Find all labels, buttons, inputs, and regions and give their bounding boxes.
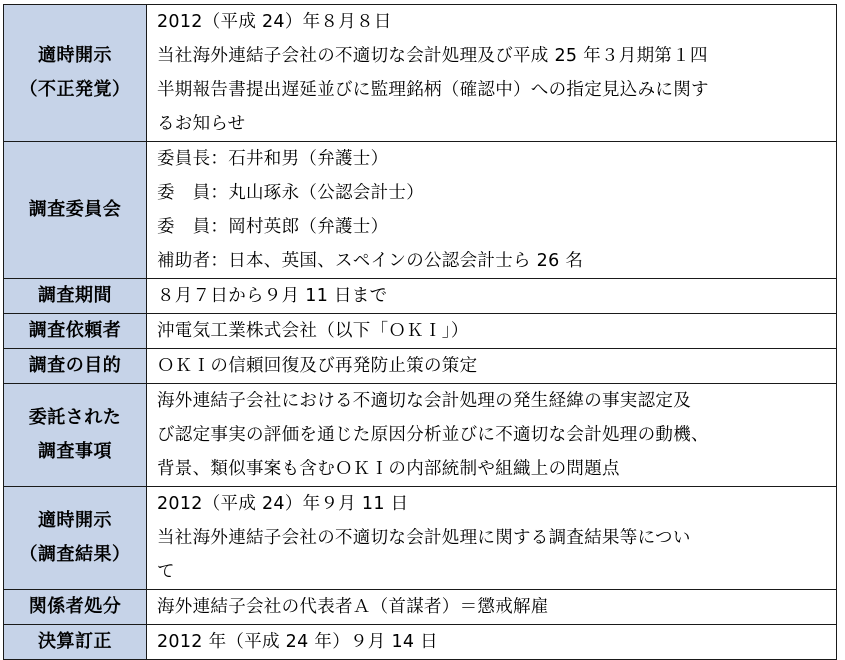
- row-value-line: 委 員：岡村英郎（弁護士）: [157, 217, 389, 237]
- row-label: 決算訂正: [38, 631, 112, 652]
- table-row-requesting-party: [4, 314, 837, 349]
- row-value-line: ＯＫＩの信頼回復及び再発防止策の策定: [157, 356, 478, 376]
- row-value-cell: [147, 314, 837, 349]
- row-label: 調査依頼者: [28, 320, 122, 341]
- row-value-line: 海外連結子会社における不適切な会計処理の発生経緯の事実認定及: [157, 391, 691, 411]
- row-value-line: 海外連結子会社の代表者Ａ（首謀者）＝懲戒解雇: [157, 597, 549, 617]
- row-label-cell: [4, 279, 147, 314]
- row-label-cell: [4, 487, 147, 590]
- row-value-cell: [147, 142, 837, 279]
- row-value-line: て: [157, 562, 175, 582]
- table-row-timely-disclosure-discovery: [4, 5, 837, 142]
- row-value-cell: [147, 487, 837, 590]
- row-value-line: 沖電気工業株式会社（以下「ＯＫＩ」）: [157, 321, 469, 341]
- row-label: （調査結果）: [19, 544, 131, 565]
- table-row-commissioned-matters: [4, 384, 837, 487]
- row-value-line: ８月７日から９月 11 日まで: [157, 286, 388, 306]
- row-label: 適時開示: [38, 45, 112, 66]
- table-row-investigation-purpose: [4, 349, 837, 384]
- row-value-cell: [147, 349, 837, 384]
- row-value-line: るお知らせ: [157, 114, 246, 134]
- row-label-cell: [4, 349, 147, 384]
- row-label-cell: [4, 142, 147, 279]
- row-value-cell: [147, 279, 837, 314]
- incident-summary-table: [3, 4, 837, 660]
- row-value-line: 2012（平成 24）年９月 11 日: [157, 494, 409, 514]
- row-value-line: 委員長：石井和男（弁護士）: [157, 149, 389, 169]
- table-row-investigation-committee: [4, 142, 837, 279]
- row-label-cell: [4, 384, 147, 487]
- row-value-line: 補助者：日本、英国、スペインの公認会計士ら 26 名: [157, 251, 584, 271]
- row-value-line: 当社海外連結子会社の不適切な会計処理及び平成 25 年３月期第１四: [157, 46, 708, 66]
- row-label: 委託された: [28, 407, 122, 428]
- row-value-line: 2012 年（平成 24 年）９月 14 日: [157, 632, 438, 652]
- row-label: （不正発覚）: [19, 79, 131, 100]
- row-value-line: 委 員：丸山琢永（公認会計士）: [157, 183, 424, 203]
- table-row-personnel-sanctions: [4, 590, 837, 625]
- row-label: 調査委員会: [28, 199, 122, 220]
- row-label-cell: [4, 5, 147, 142]
- row-value-line: 2012（平成 24）年８月８日: [157, 12, 392, 32]
- row-value-line: 当社海外連結子会社の不適切な会計処理に関する調査結果等につい: [157, 528, 691, 548]
- row-value-line: 半期報告書提出遅延並びに監理銘柄（確認中）への指定見込みに関す: [157, 80, 709, 100]
- row-value-cell: [147, 625, 837, 660]
- row-label: 調査事項: [38, 441, 112, 462]
- row-value-cell: [147, 590, 837, 625]
- table-row-investigation-period: [4, 279, 837, 314]
- row-label-cell: [4, 314, 147, 349]
- table-row-timely-disclosure-results: [4, 487, 837, 590]
- row-value-cell: [147, 5, 837, 142]
- row-label: 調査の目的: [28, 355, 122, 376]
- row-label-cell: [4, 590, 147, 625]
- row-value-line: び認定事実の評価を通じた原因分析並びに不適切な会計処理の動機、: [157, 425, 709, 445]
- row-label: 適時開示: [38, 510, 112, 531]
- row-label: 調査期間: [38, 285, 112, 306]
- row-label-cell: [4, 625, 147, 660]
- row-value-cell: [147, 384, 837, 487]
- row-value-line: 背景、類似事案も含むＯＫＩの内部統制や組織上の問題点: [157, 459, 620, 479]
- table-row-financial-restatement: [4, 625, 837, 660]
- row-label: 関係者処分: [28, 596, 122, 617]
